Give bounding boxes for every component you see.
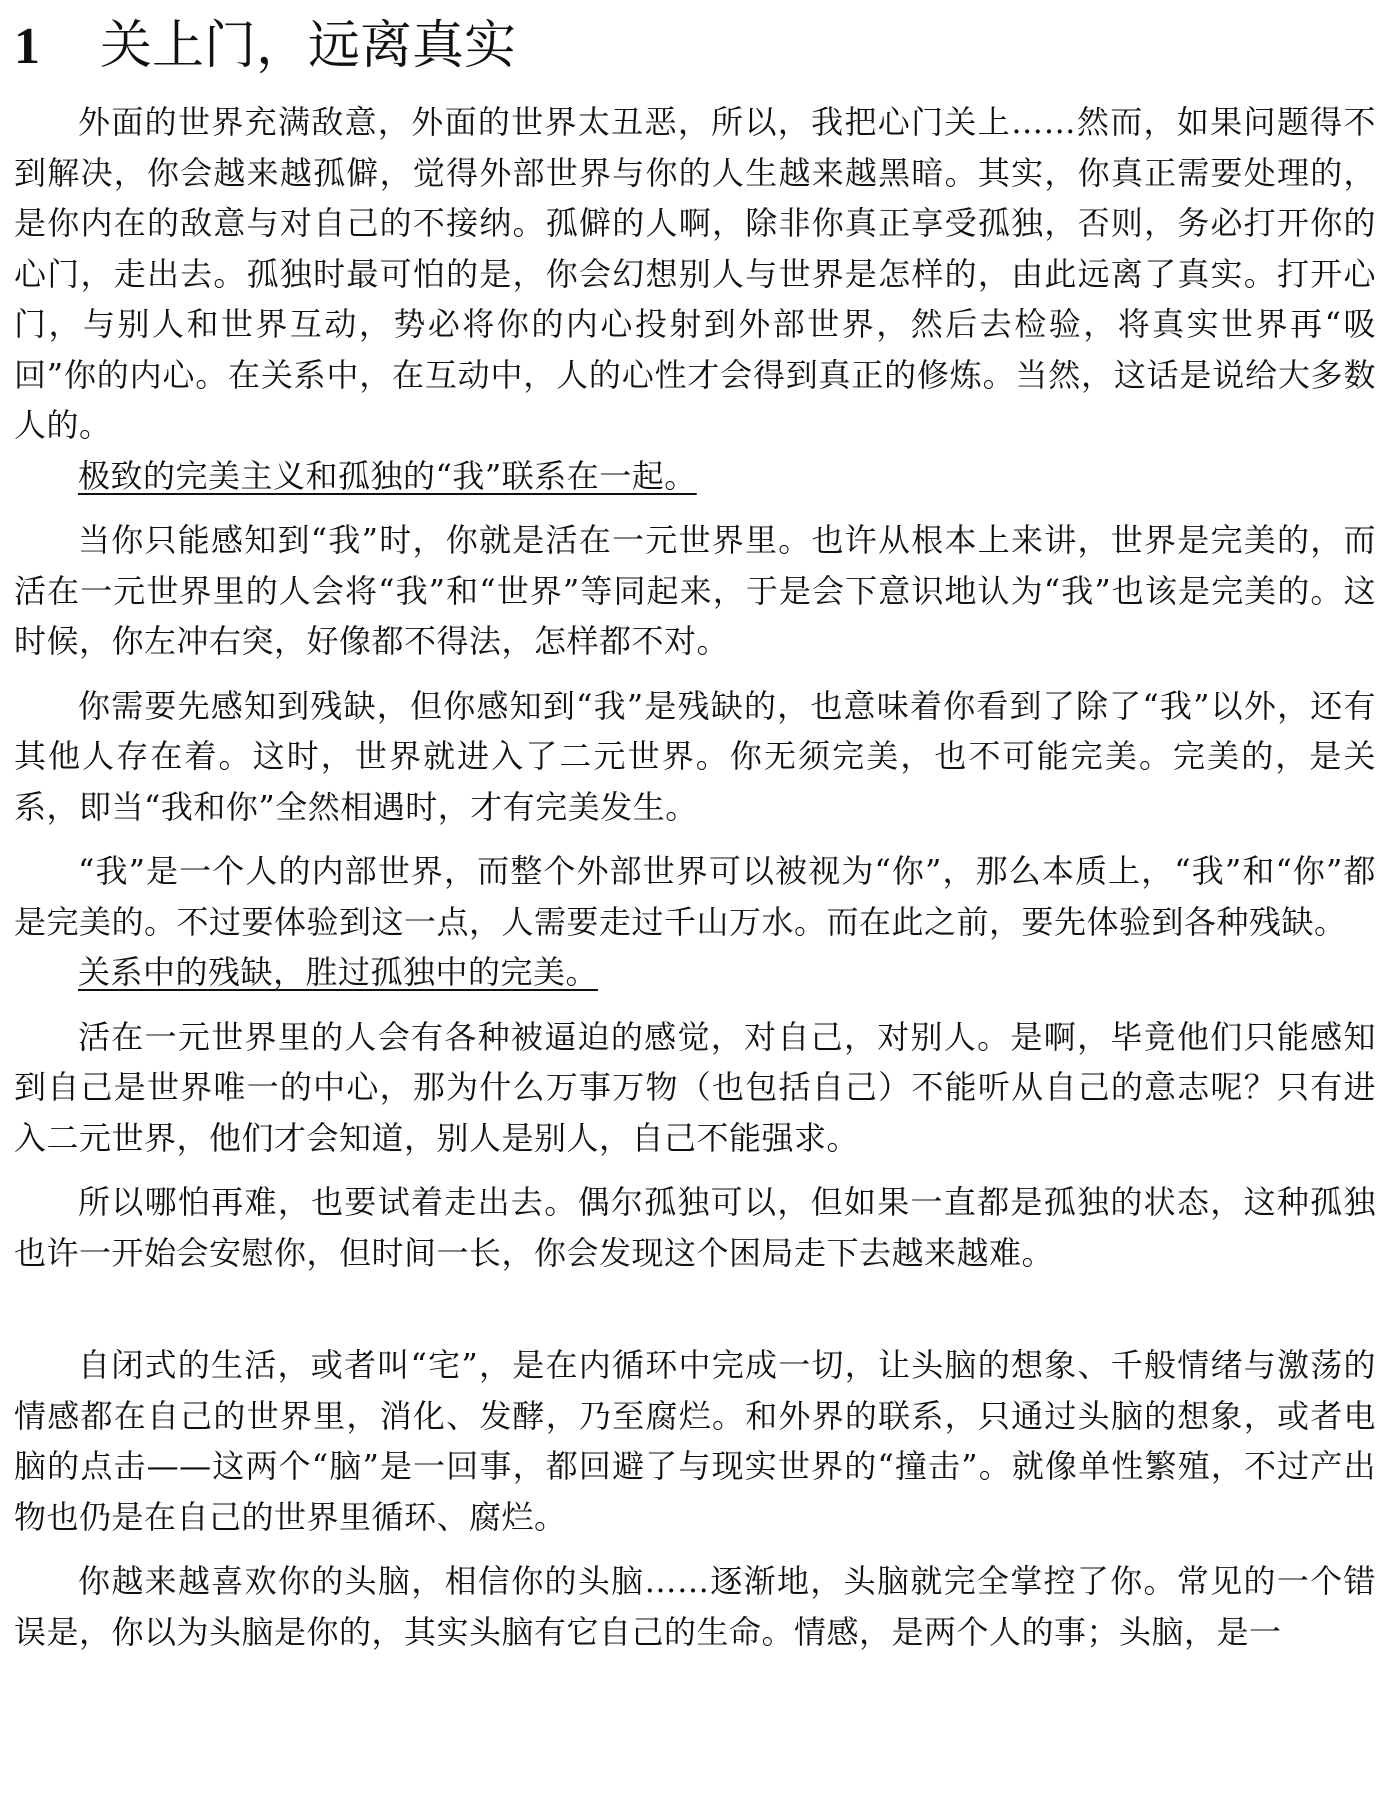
paragraph-5: 活在一元世界里的人会有各种被逼迫的感觉，对自己，对别人。是啊，毕竟他们只能感知到自己是世界唯一的中心，那为什么万事万物（也包括自己）不能听从自己的意志呢？只有进入二元世界，他们才会知道，别人是别人，自己不能强求。	[14, 1017, 1376, 1157]
paragraph-3: 你需要先感知到残缺，但你感知到“我”是残缺的，也意味着你看到了除了“我”以外，还有其他人存在着。这时，世界就进入了二元世界。你无须完美，也不可能完美。完美的，是关系，即当“我和你”全然相遇时，才有完美发生。	[14, 686, 1376, 826]
paragraph-2: 当你只能感知到“我”时，你就是活在一元世界里。也许从根本上来讲，世界是完美的，而活在一元世界里的人会将“我”和“世界”等同起来，于是会下意识地认为“我”也该是完美的。这时候，你左冲右突，好像都不得法，怎样都不对。	[14, 521, 1376, 660]
underlined-heading-1	[14, 451, 1376, 502]
paragraph-6: 所以哪怕再难，也要试着走出去。偶尔孤独可以，但如果一直都是孤独的状态，这种孤独也许一开始会安慰你，但时间一长，你会发现这个困局走下去越来越难。	[14, 1183, 1376, 1272]
underlined-heading-1-text: 极致的完美主义和孤独的“我”联系在一起。	[78, 456, 697, 495]
underlined-heading-2-text: 关系中的残缺，胜过孤独中的完美。	[78, 953, 599, 991]
document-page	[14, 10, 1376, 1657]
chapter-title	[14, 10, 1376, 83]
chapter-number: 1	[14, 18, 40, 75]
paragraph-1: 外面的世界充满敌意，外面的世界太丑恶，所以，我把心门关上……然而，如果问题得不到解决，你会越来越孤僻，觉得外部世界与你的人生越来越黑暗。其实，你真正需要处理的，是你内在的敌意与对自己的不接纳。孤僻的人啊，除非你真正享受孤独，否则，务必打开你的心门，走出去。孤独时最可怕的是，你会幻想别人与世界是怎样的，由此远离了真实。打开心门，与别人和世界互动，势必将你的内心投射到外部世界，然后去检验，将真实世界再“吸回”你的内心。在关系中，在互动中，人的心性才会得到真正的修炼。当然，这话是说给大多数人的。	[14, 103, 1376, 444]
paragraph-7: 自闭式的生活，或者叫“宅”，是在内循环中完成一切，让头脑的想象、千般情绪与激荡的情感都在自己的世界里，消化、发酵，乃至腐烂。和外界的联系，只通过头脑的想象，或者电脑的点击——这两个“脑”是一回事，都回避了与现实世界的“撞击”。就像单性繁殖，不过产出物也仍是在自己的世界里循环、腐烂。	[14, 1346, 1376, 1536]
underlined-heading-2	[14, 947, 1376, 998]
paragraph-8: 你越来越喜欢你的头脑，相信你的头脑……逐渐地，头脑就完全掌控了你。常见的一个错误是，你以为头脑是你的，其实头脑有它自己的生命。情感，是两个人的事；头脑，是一	[14, 1562, 1376, 1651]
paragraph-4: “我”是一个人的内部世界，而整个外部世界可以被视为“你”，那么本质上，“我”和“你”都是完美的。不过要体验到这一点，人需要走过千山万水。而在此之前，要先体验到各种残缺。	[14, 852, 1376, 941]
chapter-title-text: 关上门，远离真实	[100, 16, 517, 76]
